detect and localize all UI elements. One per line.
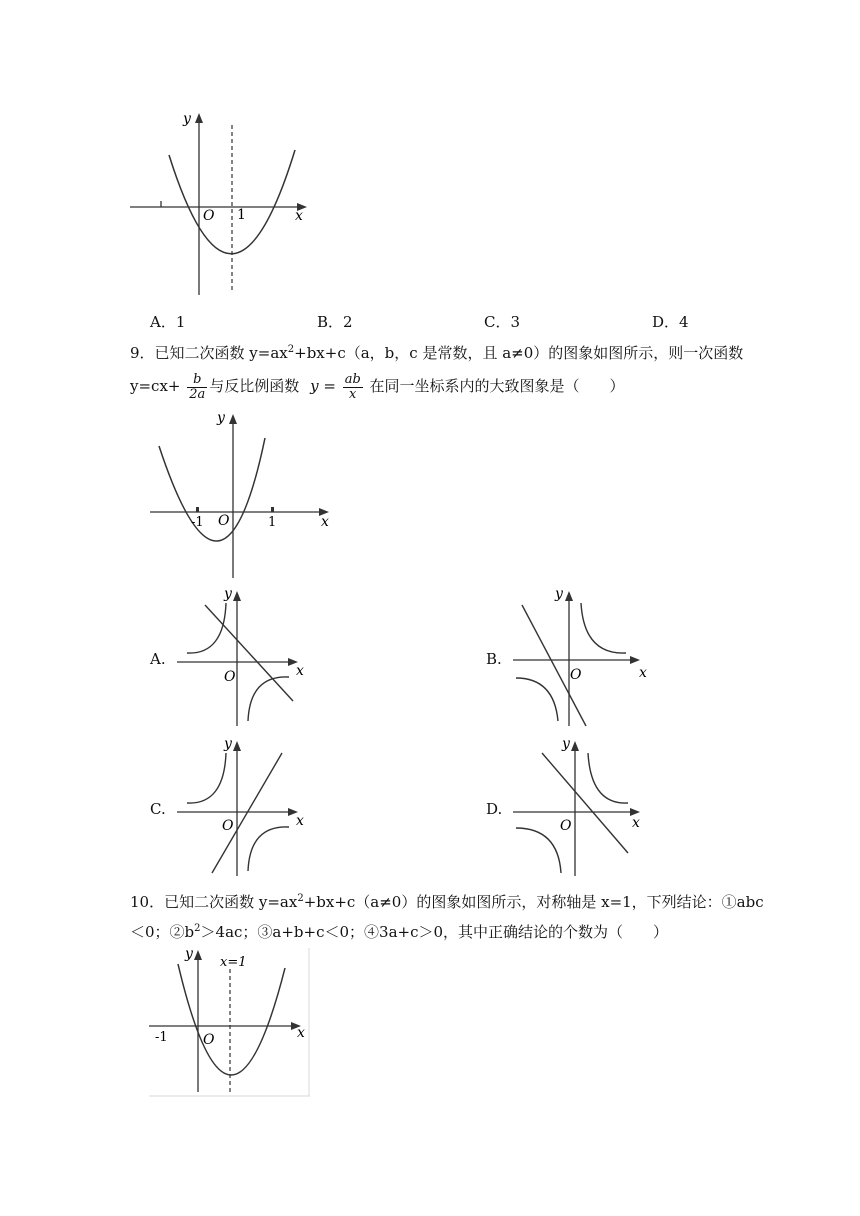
option-letter: B．	[317, 313, 344, 331]
q8-tick-label: 1	[237, 207, 246, 223]
option-text: 1	[175, 313, 186, 331]
q9-option-b-graph[interactable]	[508, 583, 653, 728]
q9-stem-line1	[130, 339, 743, 364]
q9-text: 在同一坐标系内的大致图象是（ ）	[369, 377, 625, 395]
arrow	[630, 656, 640, 664]
option-letter: A．	[150, 313, 176, 331]
q9-option-b-letter[interactable]: B.	[486, 650, 502, 668]
option-text: 4	[679, 313, 689, 331]
origin-label: O	[222, 818, 234, 834]
y-label: y	[562, 736, 570, 752]
q8-graph	[125, 105, 315, 300]
x-label: x	[639, 665, 647, 681]
hyperbola-branch	[516, 678, 558, 721]
q9-neg-tick-label: -1	[191, 515, 204, 530]
q8-option-a[interactable]	[150, 311, 185, 332]
q9-text: 与反比例函数	[209, 377, 300, 395]
q9-graph	[145, 408, 340, 580]
y-label: y	[224, 736, 232, 752]
q9-fraction-ab-over-x	[343, 373, 363, 402]
q9-option-c-graph[interactable]	[172, 733, 312, 878]
origin-label: O	[570, 667, 582, 683]
q10-y-label: y	[185, 946, 193, 962]
q9-option-d-letter[interactable]: D.	[486, 800, 503, 818]
arrow	[571, 741, 579, 751]
q9-fraction-b-over-2a	[187, 373, 207, 402]
hyperbola-branch	[248, 827, 289, 871]
q10-axis-label: x=1	[220, 955, 247, 970]
q9-parabola	[159, 438, 265, 541]
q10-parabola	[178, 964, 285, 1075]
linear-line	[212, 753, 282, 873]
arrow	[233, 591, 241, 601]
q9-option-c-letter[interactable]: C.	[150, 800, 166, 818]
y-label: y	[555, 586, 563, 602]
fraction-denominator: x	[349, 386, 357, 402]
q9-text: +bx+c（a，b，c 是常数，且 a≠0）的图象如图所示，则一次函数	[294, 344, 744, 362]
q9-exponent: 2	[287, 344, 295, 355]
q10-exponent: 2	[297, 893, 304, 904]
option-text: 2	[343, 313, 353, 331]
linear-line	[205, 605, 293, 701]
q9-x-label: x	[321, 514, 329, 530]
q10-y-arrow	[194, 950, 202, 960]
q10-text: 10．已知二次函数 y=ax	[130, 893, 298, 911]
linear-line	[522, 605, 586, 726]
hyperbola-branch	[516, 828, 561, 873]
hyperbola-branch	[187, 603, 226, 653]
x-label: x	[296, 813, 304, 829]
hyperbola-branch	[588, 753, 628, 803]
q8-origin-label: O	[203, 208, 215, 224]
q9-y-label: y	[217, 410, 225, 426]
q9-option-d-graph[interactable]	[508, 733, 653, 878]
q8-option-c[interactable]	[484, 311, 520, 332]
hyperbola-branch	[248, 677, 289, 721]
origin-label: O	[224, 669, 236, 685]
arrow	[233, 741, 241, 751]
q10-exponent: 2	[194, 923, 201, 934]
fraction-numerator: ab	[344, 371, 361, 387]
q9-y-equals: y =	[310, 377, 336, 395]
origin-label: O	[560, 818, 572, 834]
q9-option-a-graph[interactable]	[172, 583, 312, 728]
q10-stem-line1	[130, 888, 764, 913]
q9-stem-line2	[130, 368, 625, 404]
q9-y-arrow	[229, 414, 237, 424]
hyperbola-branch	[187, 753, 226, 803]
x-label: x	[632, 815, 640, 831]
q10-origin-label: O	[203, 1032, 215, 1048]
q10-neg-tick-label: -1	[155, 1030, 168, 1045]
arrow	[565, 591, 573, 601]
q9-text: 9．已知二次函数 y=ax	[130, 344, 288, 362]
y-label: y	[224, 586, 232, 602]
q10-text: ＞4ac；③a+b+c＜0；④3a+c＞0，其中正确结论的个数为（ ）	[200, 923, 669, 941]
fraction-denominator: 2a	[189, 386, 206, 402]
q8-x-label: x	[295, 208, 303, 224]
q9-origin-label: O	[218, 513, 230, 529]
linear-line	[542, 753, 628, 853]
x-label: x	[296, 663, 304, 679]
q9-pos-tick	[271, 507, 274, 512]
option-letter: C．	[484, 313, 511, 331]
q9-text: y=cx+	[130, 377, 181, 395]
q8-option-d[interactable]	[652, 311, 689, 332]
fraction-numerator: b	[187, 373, 207, 388]
q8-y-arrow	[195, 113, 203, 123]
hyperbola-branch	[581, 603, 626, 653]
q9-option-a-letter[interactable]: A.	[150, 650, 166, 668]
q10-text: ＜0；②b	[130, 923, 195, 941]
q8-y-label: y	[183, 111, 191, 127]
option-text: 3	[510, 313, 521, 331]
q9-pos-tick-label: 1	[268, 515, 277, 530]
q10-graph	[145, 944, 315, 1099]
q8-option-b[interactable]	[317, 311, 353, 332]
q10-x-label: x	[297, 1025, 305, 1041]
option-letter: D．	[652, 313, 680, 331]
q10-stem-line2	[130, 918, 668, 943]
q10-text: +bx+c（a≠0）的图象如图所示，对称轴是 x=1，下列结论：①abc	[303, 893, 764, 911]
q9-neg-tick	[196, 507, 199, 512]
